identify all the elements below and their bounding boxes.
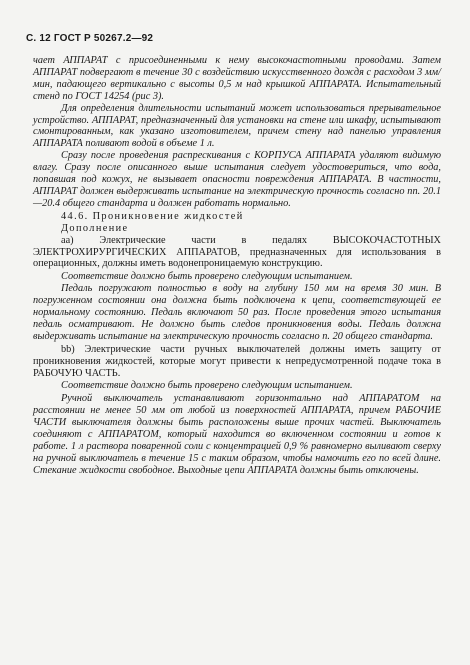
paragraph-bb-hand-switches: bb) Электрические части ручных выключателей должны иметь защиту от проникновения жидкостей, которые могут привести к непредусмотренной подаче тока в РАБОЧУЮ ЧАСТЬ.	[33, 343, 441, 379]
paragraph-after-spraying: Сразу после проведения распрескивания с КОРПУСА АППАРАТА удаляют видимую влагу. Сразу после описанного выше испытания следует удостовериться, что вода, попавшая под кожух, не вызывает опасности повреждения АППАРАТА. В частности, АППАРАТ должен выдерживать испытание на электрическую прочность согласно пп. 20.1—20.4 общего стандарта и должен работать нормально.	[33, 150, 441, 209]
section-heading-44-6: 44.6. Проникновение жидкостей	[61, 210, 244, 222]
section-subheading-addition: Дополнение	[61, 222, 129, 234]
paragraph-hand-switch-test: Ручной выключатель устанавливают горизонтально над АППАРАТОМ на расстоянии не менее 50 мм от любой из поверхностей АППАРАТА, причем РАБОЧИЕ ЧАСТИ выключателя должны быть расположены выше прочих частей. Выключатель соединяют с АППАРАТОМ, который находится во включенном состоянии и готов к работе. 1 л раствора поваренной соли с концентрацией 0,9 % равномерно выливают сверху на ручной выключатель в течение 15 с таким образом, чтобы намочить его по всей длине. Стекание жидкости свободное. Выходные цепи АППАРАТА должны быть отключены.	[33, 393, 441, 476]
paragraph-pedal-test: Педаль погружают полностью в воду на глубину 150 мм на время 30 мин. В погруженном состоянии она должна быть подключена к цепи, соответствующей ее нормальному состоянию. Педаль включают 50 раз. После проведения этого испытания педаль осматривают. Не должно быть следов проникновения воды. Педаль должна выдерживать испытание на электрическую прочность согласно п. 20 общего стандарта.	[33, 283, 441, 342]
paragraph-test-duration: Для определения длительности испытаний может использоваться прерывательное устройство. АППАРАТ, предназначенный для установки на стене или шкафу, испытывают смонтированным, как указано изготовителем, причем стену над панелью управления АППАРАТА поливают водой в объеме 1 л.	[33, 102, 441, 150]
paragraph-compliance-1: Соответствие должно быть проверено следующим испытанием.	[61, 271, 353, 283]
paragraph-compliance-2: Соответствие должно быть проверено следующим испытанием.	[61, 380, 353, 392]
document-body	[33, 55, 441, 477]
paragraph-continuation: чает АППАРАТ с присоединенными к нему высокочастотными проводами. Затем АППАРАТ подвергают в течение 30 с воздействию искусственного дождя с расходом 3 мм/мин, падающего вертикально с высоты 0,5 м над крышкой АППАРАТА. Испытательный стенд по ГОСТ 14254 (рис 3).	[33, 55, 441, 102]
page-header: С. 12 ГОСТ Р 50267.2—92	[26, 33, 154, 44]
paragraph-aa-pedals: aa) Электрические части в педалях ВЫСОКОЧАСТОТНЫХ ЭЛЕКТРОХИРУРГИЧЕСКИХ АППАРАТОВ, предназначенных для использования в операционных, должны иметь водонепроницаемую конструкцию.	[33, 234, 441, 270]
